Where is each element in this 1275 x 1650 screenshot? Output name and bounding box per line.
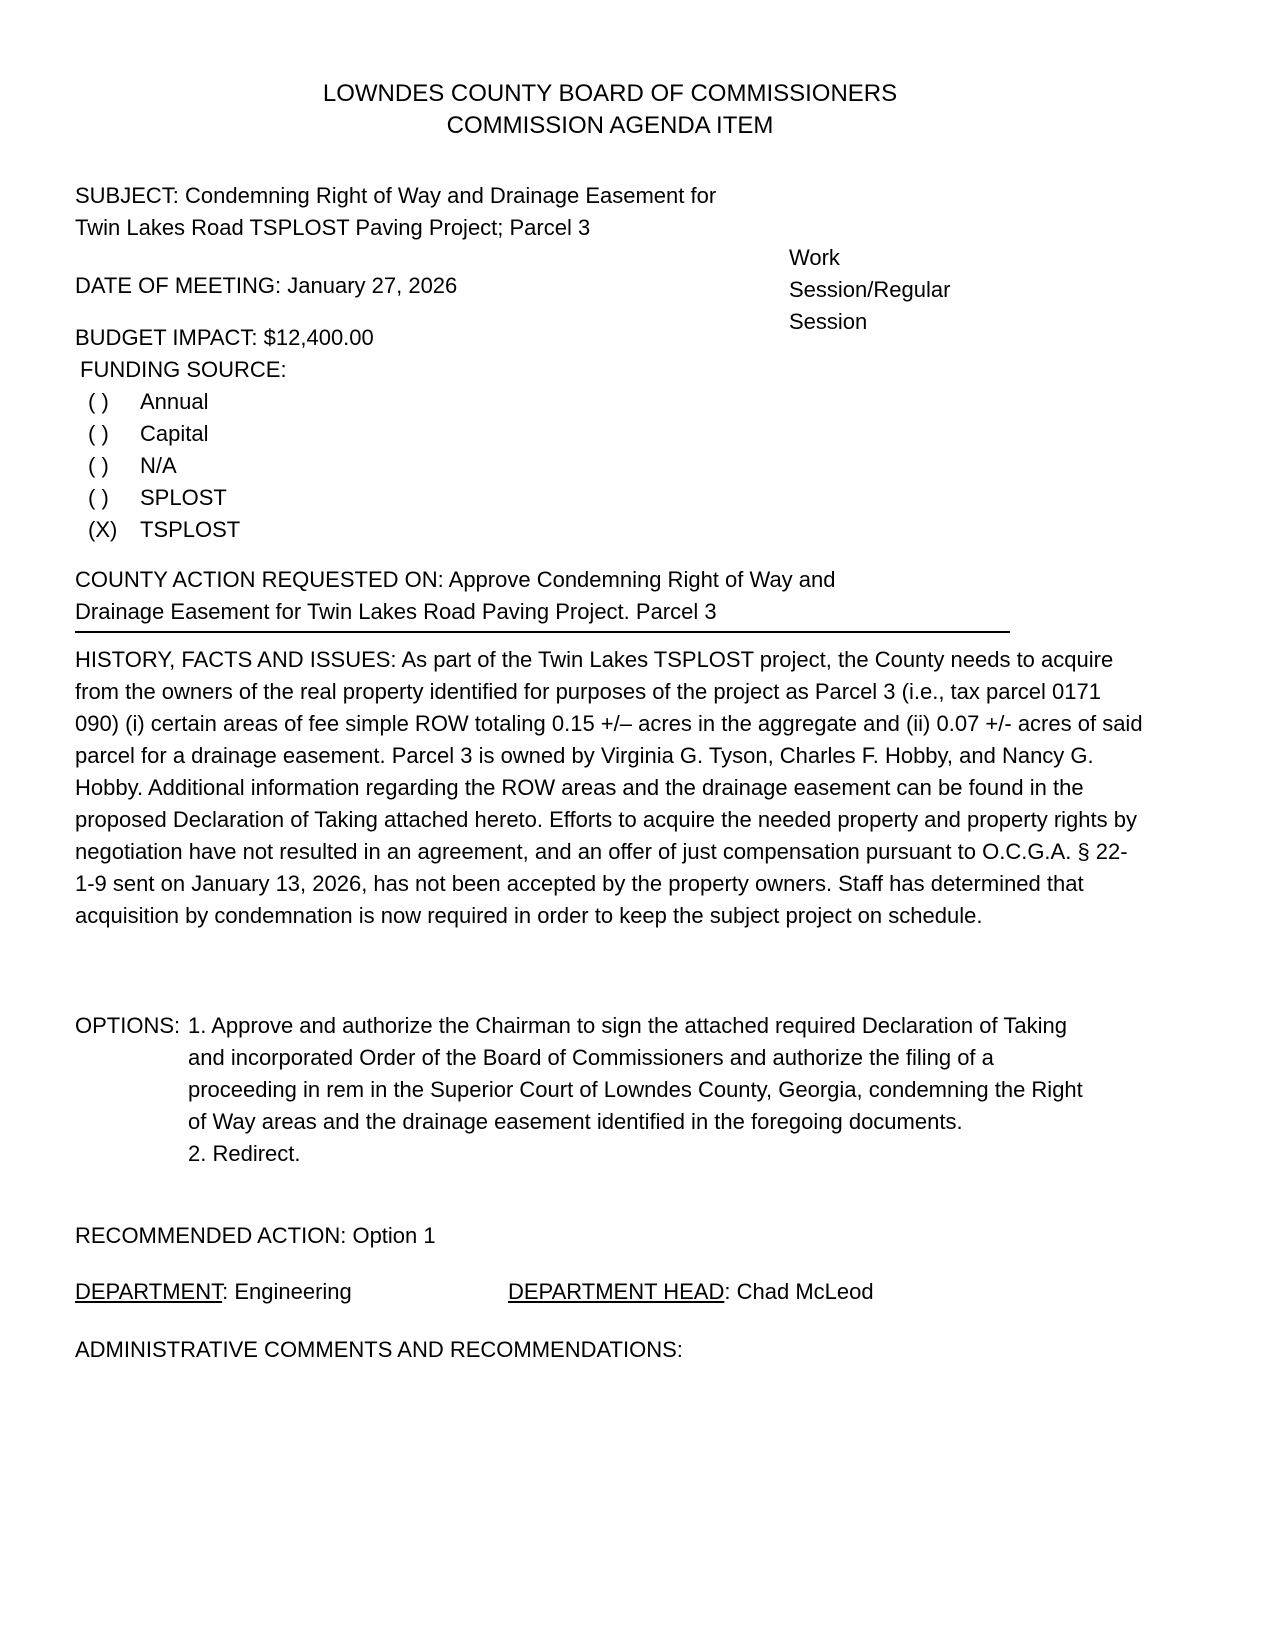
department-label: DEPARTMENT: [75, 1279, 223, 1304]
divider-line: [75, 631, 1010, 633]
department-head-field: [508, 1276, 874, 1308]
funding-option-tsplost: [88, 514, 1145, 546]
funding-option-label: TSPLOST: [140, 517, 241, 542]
agenda-document-page: [75, 78, 1145, 1366]
funding-option-splost: [88, 482, 1145, 514]
funding-option-label: SPLOST: [140, 485, 227, 510]
document-header: [75, 78, 1145, 142]
document-type-title: COMMISSION AGENDA ITEM: [446, 112, 774, 139]
options-list: [188, 1010, 1093, 1170]
department-head-separator: :: [724, 1279, 737, 1304]
admin-comments-label: ADMINISTRATIVE COMMENTS AND RECOMMENDATIONS:: [75, 1337, 683, 1362]
department-head-label: DEPARTMENT HEAD: [508, 1279, 725, 1304]
options-section: [75, 1010, 1145, 1170]
department-separator: :: [222, 1279, 235, 1304]
checkbox-mark-checked: (X): [88, 517, 118, 542]
funding-option-capital: [88, 418, 1145, 450]
department-field: [75, 1276, 508, 1308]
funding-source-label: FUNDING SOURCE:: [80, 357, 287, 382]
checkbox-mark: ( ): [88, 421, 109, 446]
options-label: OPTIONS:: [75, 1013, 181, 1038]
date-of-meeting: DATE OF MEETING: January 27, 2026: [75, 273, 458, 298]
checkbox-mark: ( ): [88, 485, 109, 510]
county-action-requested: COUNTY ACTION REQUESTED ON: Approve Condemning Right of Way and Drainage Easement for Twin Lakes Road Paving Project. Parcel 3: [75, 567, 836, 624]
checkbox-mark: ( ): [88, 389, 109, 414]
department-head-value: Chad McLeod: [736, 1279, 874, 1304]
funding-option-label: Capital: [140, 421, 209, 446]
checkbox-mark: ( ): [88, 453, 109, 478]
budget-impact: BUDGET IMPACT: $12,400.00: [75, 325, 374, 350]
session-type: Work Session/Regular Session: [789, 245, 951, 334]
meeting-meta-section: [75, 180, 1145, 334]
option-item-1: 1. Approve and authorize the Chairman to sign the attached required Declaration of Taking and incorporated Order of the Board of Commissioners and authorize the filing of a proceeding in rem in the Superior Court of Lowndes County, Georgia, condemning the Right of Way areas and the drainage easement identified in the foregoing documents.: [188, 1013, 1083, 1134]
subject-line: SUBJECT: Condemning Right of Way and Drainage Easement for Twin Lakes Road TSPLOST Paving Project; Parcel 3: [75, 183, 717, 240]
funding-option-annual: [88, 386, 1145, 418]
funding-source-list: [75, 386, 1145, 546]
option-item-2: 2. Redirect.: [188, 1141, 301, 1166]
funding-option-label: N/A: [140, 453, 177, 478]
department-value: Engineering: [234, 1279, 352, 1304]
department-row: [75, 1276, 1145, 1308]
history-facts-issues: HISTORY, FACTS AND ISSUES: As part of the Twin Lakes TSPLOST project, the County needs to acquire from the owners of the real property identified for purposes of the project as Parcel 3 (i.e., tax parcel 0171 090) (i) certain areas of fee simple ROW totaling 0.15 +/– acres in the aggregate and (ii) 0.07 +/- acres of said parcel for a drainage easement. Parcel 3 is owned by Virginia G. Tyson, Charles F. Hobby, and Nancy G. Hobby. Additional information regarding the ROW areas and the drainage easement can be found in the proposed Declaration of Taking attached hereto. Efforts to acquire the needed property and property rights by negotiation have not resulted in an agreement, and an offer of just compensation pursuant to O.C.G.A. § 22-1-9 sent on January 13, 2026, has not been accepted by the property owners. Staff has determined that acquisition by condemnation is now required in order to keep the subject project on schedule.: [75, 647, 1143, 928]
funding-option-label: Annual: [140, 389, 209, 414]
recommended-action: RECOMMENDED ACTION: Option 1: [75, 1223, 436, 1248]
board-title: LOWNDES COUNTY BOARD OF COMMISSIONERS: [322, 80, 898, 107]
funding-option-na: [88, 450, 1145, 482]
